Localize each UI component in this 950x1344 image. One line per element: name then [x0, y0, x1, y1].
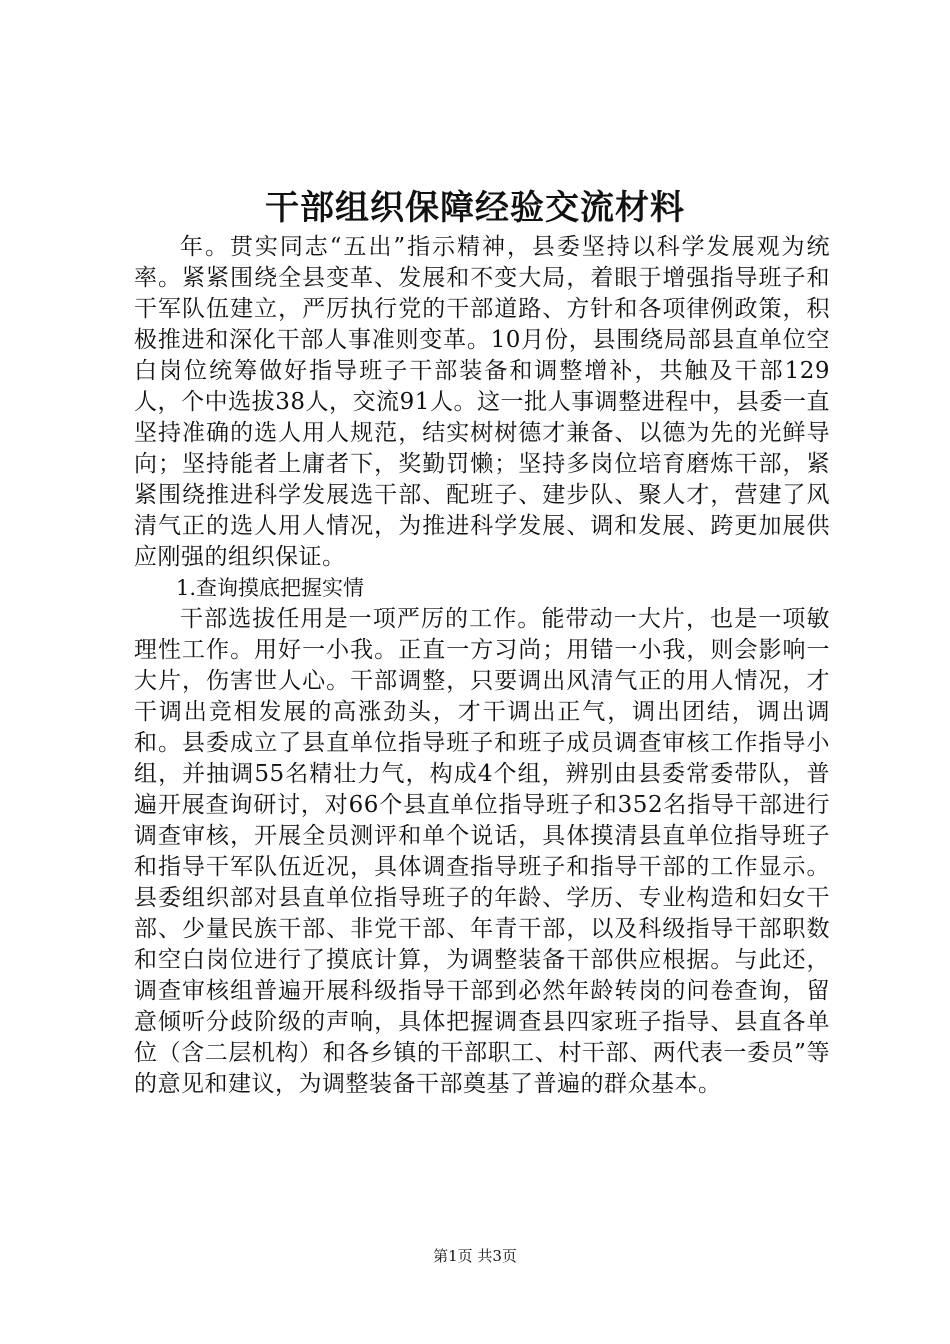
document-title: 干部组织保障经验交流材料 [265, 188, 685, 228]
intro-paragraph: 年。贯实同志“五出”指示精神，县委坚持以科学发展观为统率。紧紧围绕全县变革、发展和不变大局，着眼于增强指导班子和干军队伍建立，严厉执行党的干部道路、方针和各项律例政策，积极推进和深化干部人事准则变革。10月份，县围绕局部县直单位空白岗位统筹做好指导班子干部装备和调整增补，共触及干部129人，个中选拔38人，交流91人。这一批人事调整进程中，县委一直坚持准确的选人用人规范，结实树树德才兼备、以德为先的光鲜导向；坚持能者上庸者下，奖勤罚懒；坚持多岗位培育磨炼干部，紧紧围绕推进科学发展选干部、配班子、建步队、聚人才，营建了风清气正的选人用人情况，为推进科学发展、调和发展、跨更加展供应刚强的组织保证。 [134, 234, 830, 570]
page-footer: 第1页 共3页 [433, 1247, 517, 1265]
document-body [134, 232, 830, 1100]
section-paragraph: 干部选拔任用是一项严厉的工作。能带动一大片，也是一项敏理性工作。用好一小我。正直一方习尚；用错一小我，则会影响一大片，伤害世人心。干部调整，只要调出风清气正的用人情况，才干调出竞相发展的高涨劲头，才干调出正气，调出团结，调出调和。县委成立了县直单位指导班子和班子成员调查审核工作指导小组，并抽调55名精壮力气，构成4个组，辨别由县委常委带队，普遍开展查询研讨，对66个县直单位指导班子和352名指导干部进行调查审核，开展全员测评和单个说话，具体摸清县直单位指导班子和指导干军队伍近况，具体调查指导班子和指导干部的工作显示。县委组织部对县直单位指导班子的年龄、学历、专业构造和妇女干部、少量民族干部、非党干部、年青干部，以及科级指导干部职数和空白岗位进行了摸底计算，为调整装备干部供应根据。与此还，调查审核组普遍开展科级指导干部到必然年龄转岗的问卷查询，留意倾听分歧阶级的声响，具体把握调查县四家班子指导、县直各单位（含二层机构）和各乡镇的干部职工、村干部、两代表一委员”等的意见和建议，为调整装备干部奠基了普遍的群众基本。 [134, 606, 830, 1097]
section-heading: 1.查询摸底把握实情 [176, 576, 365, 600]
